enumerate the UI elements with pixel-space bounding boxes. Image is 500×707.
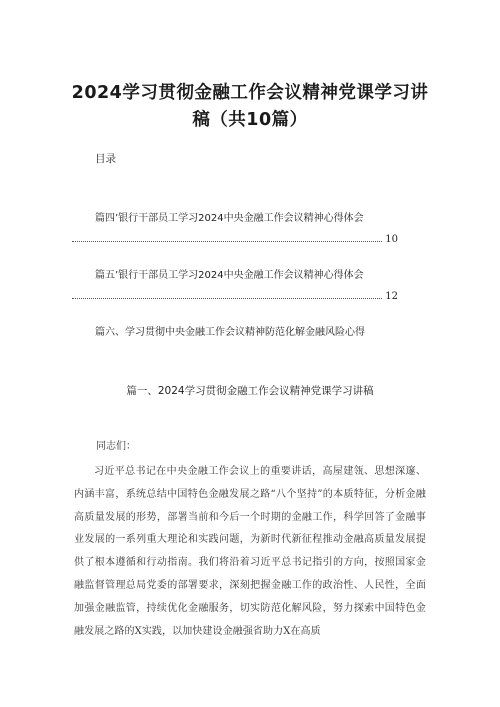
toc-entry-title: 篇四’银行干部员工学习2024中央金融工作会议精神心得体会 (95, 213, 364, 224)
toc-dot-leader (72, 241, 382, 242)
section-title: 篇一、2024学习贯彻金融工作会议精神党课学习讲稿 (126, 385, 374, 397)
toc-entry-title: 篇六、学习贯彻中央金融工作会议精神防范化解金融风险心得 (95, 327, 365, 338)
toc-entry[interactable] (95, 266, 425, 302)
toc-entry-title: 篇五’银行干部员工学习2024中央金融工作会议精神心得体会 (95, 270, 364, 281)
toc-entry[interactable] (95, 209, 425, 245)
toc-leader-line (72, 291, 398, 302)
toc-dot-leader (72, 298, 382, 299)
toc-page-number: 10 (385, 234, 398, 245)
toc-leader-line (72, 234, 398, 245)
toc-entry[interactable] (95, 323, 425, 338)
toc-heading: 目录 (95, 153, 116, 165)
salutation: 同志们： (96, 441, 136, 452)
body-paragraph: 习近平总书记在中央金融工作会议上的重要讲话，高屋建瓴、思想深邃、内涵丰富，系统总结中国特色金融发展之路“八个坚持”的本质特征，分析金融高质量发展的形势，部署当前和今后一个时期的金融工作，科学回答了金融事业发展的一系列重大理论和实践问题，为新时代新征程推动金融高质量发展提供了根本遵循和行动指南。我们将沿着习近平总书记指引的方向，按照国家金融监督管理总局党委的部署要求，深刻把握金融工作的政治性、人民性，全面加强金融监管，持续优化金融服务，切实防范化解风险，努力探索中国特色金融发展之路的X实践，以加快建设金融强省助力X在高质 (74, 466, 426, 637)
document-title: 2024学习贯彻金融工作会议精神党课学习讲稿（共10篇） (71, 83, 429, 130)
toc-page-number: 12 (385, 291, 398, 302)
